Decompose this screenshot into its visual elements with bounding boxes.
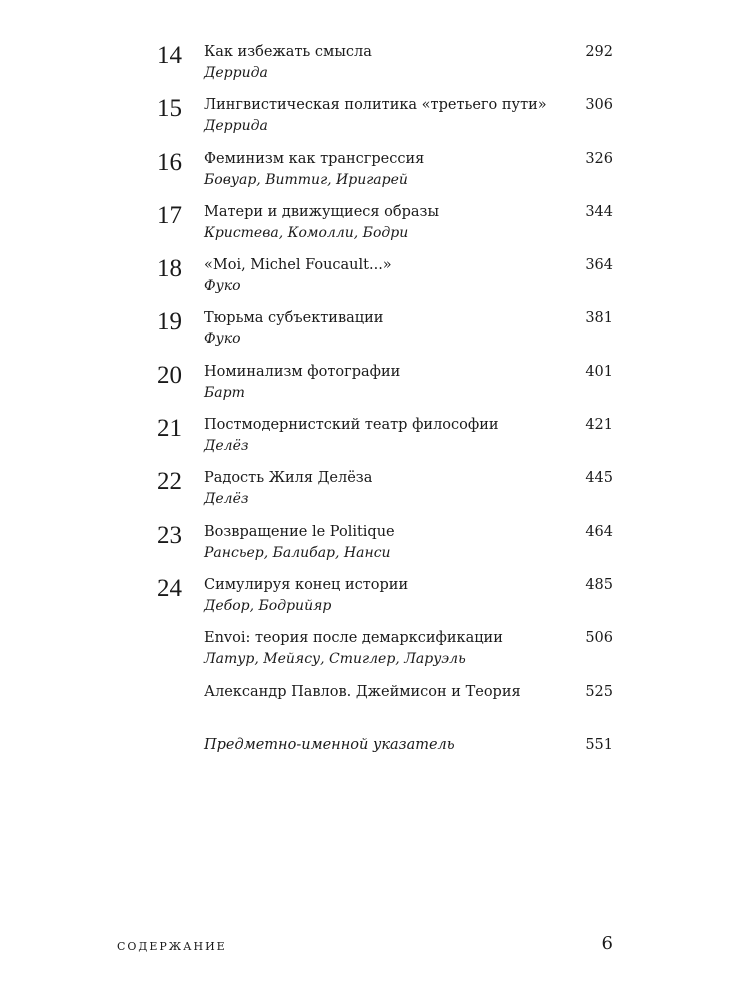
page-reference: 381 — [585, 310, 613, 327]
chapter-title: «Moi, Michel Foucault...» — [204, 257, 392, 274]
chapter-title: Постмодернистский театр философии — [204, 417, 499, 434]
chapter-number: 19 — [157, 308, 182, 336]
chapter-title: Симулируя конец истории — [204, 576, 409, 593]
chapter-authors: Кристева, Комолли, Бодри — [204, 224, 409, 241]
chapter-authors: Деррида — [204, 118, 268, 135]
toc-entry — [0, 255, 750, 308]
toc-entry — [0, 735, 750, 788]
chapter-number: 22 — [157, 468, 182, 496]
chapter-authors: Латур, Мейясу, Стиглер, Ларуэль — [204, 651, 466, 668]
page-reference: 344 — [585, 203, 613, 220]
page-reference: 292 — [585, 44, 613, 60]
chapter-authors: Делёз — [204, 491, 249, 508]
running-footer-section: СОДЕРЖАНИЕ — [117, 940, 227, 953]
chapter-title: Феминизм как трансгрессия — [204, 150, 425, 167]
table-of-contents — [0, 42, 750, 788]
page-reference: 445 — [585, 470, 613, 487]
chapter-number: 18 — [157, 255, 182, 283]
chapter-authors: Дебор, Бодрийяр — [204, 597, 332, 614]
toc-entry — [0, 522, 750, 575]
chapter-authors: Бовуар, Виттиг, Иригарей — [204, 171, 408, 188]
chapter-title: Envoi: теория после демарксификации — [204, 630, 503, 647]
chapter-authors: Деррида — [204, 65, 268, 81]
page-reference: 485 — [585, 576, 613, 593]
toc-entry — [0, 682, 750, 735]
chapter-authors: Фуко — [204, 278, 241, 295]
chapter-authors: Фуко — [204, 331, 241, 348]
toc-entry — [0, 628, 750, 681]
page-reference: 525 — [585, 683, 613, 700]
chapter-title: Предметно-именной указатель — [204, 736, 455, 753]
chapter-title: Радость Жиля Делёза — [204, 470, 373, 487]
chapter-number: 14 — [157, 42, 182, 69]
chapter-number: 21 — [157, 415, 182, 443]
page-number: 6 — [601, 933, 613, 954]
page-reference: 551 — [585, 736, 613, 753]
chapter-title: Александр Павлов. Джеймисон и Теория — [204, 683, 521, 700]
chapter-number: 20 — [157, 361, 182, 389]
chapter-title: Номинализм фотографии — [204, 363, 401, 380]
toc-entry — [0, 575, 750, 628]
toc-entry — [0, 149, 750, 202]
page-reference: 506 — [585, 630, 613, 647]
toc-entry — [0, 202, 750, 255]
toc-entry — [0, 308, 750, 361]
toc-entry — [0, 362, 750, 415]
toc-entry — [0, 468, 750, 521]
chapter-title: Возвращение le Politique — [204, 523, 395, 540]
page-reference: 401 — [585, 363, 613, 380]
page-reference: 364 — [585, 257, 613, 274]
page-reference: 326 — [585, 150, 613, 167]
page-reference: 306 — [585, 97, 613, 114]
chapter-title: Тюрьма субъективации — [204, 310, 384, 327]
chapter-number: 23 — [157, 521, 182, 549]
toc-entry — [0, 95, 750, 148]
chapter-authors: Барт — [204, 384, 245, 401]
chapter-title: Как избежать смысла — [204, 44, 372, 60]
chapter-authors: Рансьер, Балибар, Нанси — [204, 544, 391, 561]
chapter-number: 16 — [157, 148, 182, 176]
chapter-number: 17 — [157, 201, 182, 229]
page-reference: 464 — [585, 523, 613, 540]
chapter-number: 24 — [157, 574, 182, 602]
page-reference: 421 — [585, 417, 613, 434]
toc-entry — [0, 415, 750, 468]
chapter-authors: Делёз — [204, 438, 249, 455]
chapter-number: 15 — [157, 95, 182, 123]
chapter-title: Лингвистическая политика «третьего пути» — [204, 97, 547, 114]
chapter-title: Матери и движущиеся образы — [204, 203, 439, 220]
toc-entry — [0, 42, 750, 95]
